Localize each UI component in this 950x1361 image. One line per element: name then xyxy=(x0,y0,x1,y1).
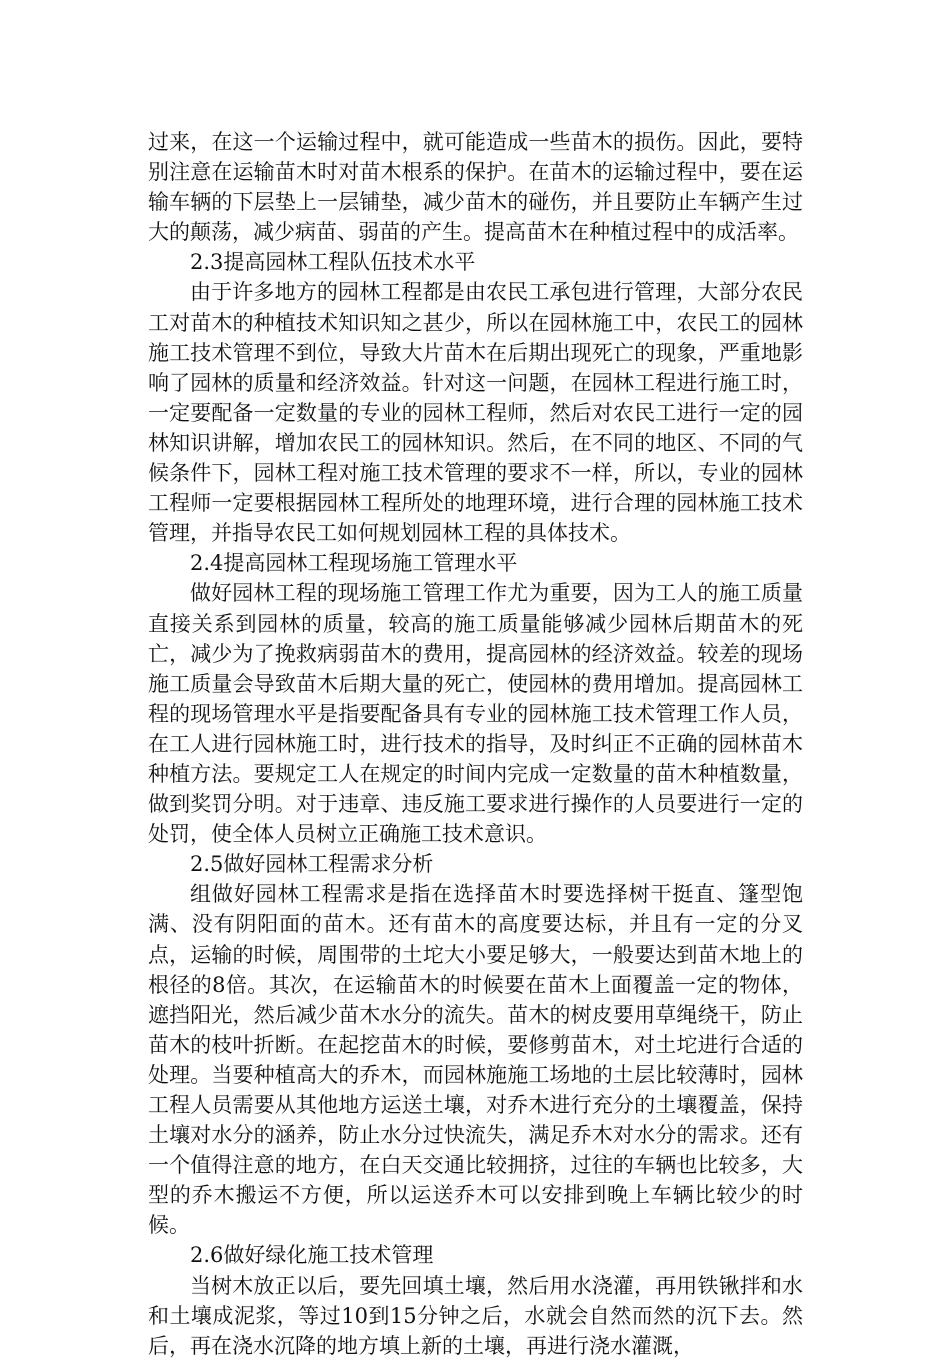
section-heading-2-6: 2.6做好绿化施工技术管理 xyxy=(190,1243,434,1268)
section-heading-2-4: 2.4提高园林工程现场施工管理水平 xyxy=(190,551,518,576)
section-heading-2-3: 2.3提高园林工程队伍技术水平 xyxy=(190,250,476,275)
paragraph-2-5: 组做好园林工程需求是指在选择苗木时要选择树干挺直、篷型饱满、没有阴阳面的苗木。还有苗木的高度要达标，并且有一定的分叉点，运输的时候，周围带的土坨大小要足够大，一般要达到苗木地上的根径的8倍。其次，在运输苗木的时候要在苗木上面覆盖一定的物体，遮挡阳光，然后减少苗木水分的流失。苗木的树皮要用草绳绕干，防止苗木的枝叶折断。在起挖苗木的时候，要修剪苗木，对土坨进行合适的处理。当要种植高大的乔木，而园林施施工场地的土层比较薄时，园林工程人员需要从其他地方运送土壤，对乔木进行充分的土壤覆盖，保持土壤对水分的涵养，防止水分过快流失，满足乔木对水分的需求。还有一个值得注意的地方，在白天交通比较拥挤，过往的车辆也比较多，大型的乔木搬运不方便，所以运送乔木可以安排到晚上车辆比较少的时候。 xyxy=(148,882,803,1238)
paragraph-2-3: 由于许多地方的园林工程都是由农民工承包进行管理，大部分农民工对苗木的种植技术知识知之甚少，所以在园林施工中，农民工的园林施工技术管理不到位，导致大片苗木在后期出现死亡的现象，严重地影响了园林的质量和经济效益。针对这一问题，在园林工程进行施工时，一定要配备一定数量的专业的园林工程师，然后对农民工进行一定的园林知识讲解，增加农民工的园林知识。然后，在不同的地区、不同的气候条件下，园林工程对施工技术管理的要求不一样，所以，专业的园林工程师一定要根据园林工程所处的地理环境，进行合理的园林施工技术管理，并指导农民工如何规划园林工程的具体技术。 xyxy=(148,280,803,546)
section-heading-2-5: 2.5做好园林工程需求分析 xyxy=(190,852,434,877)
paragraph-2-4: 做好园林工程的现场施工管理工作尤为重要，因为工人的施工质量直接关系到园林的质量，较高的施工质量能够减少园林后期苗木的死亡，减少为了挽救病弱苗木的费用，提高园林的经济效益。较差的现场施工质量会导致苗木后期大量的死亡，使园林的费用增加。提高园林工程的现场管理水平是指要配备具有专业的园林施工技术管理工作人员，在工人进行园林施工时，进行技术的指导，及时纠正不正确的园林苗木种植方法。要规定工人在规定的时间内完成一定数量的苗木种植数量，做到奖罚分明。对于违章、违反施工要求进行操作的人员要进行一定的处罚，使全体人员树立正确施工技术意识。 xyxy=(148,581,803,847)
paragraph-continuation: 过来，在这一个运输过程中，就可能造成一些苗木的损伤。因此，要特别注意在运输苗木时对苗木根系的保护。在苗木的运输过程中，要在运输车辆的下层垫上一层铺垫，减少苗木的碰伤，并且要防止车辆产生过大的颠荡，减少病苗、弱苗的产生。提高苗木在种植过程中的成活率。 xyxy=(148,130,803,245)
paragraph-2-6: 当树木放正以后，要先回填土壤，然后用水浇灌，再用铁锹拌和水和土壤成泥浆，等过10到15分钟之后，水就会自然而然的沉下去。然后，再在浇水沉降的地方填上新的土壤，再进行浇水灌溉， xyxy=(148,1273,803,1358)
document-page xyxy=(148,127,803,1361)
